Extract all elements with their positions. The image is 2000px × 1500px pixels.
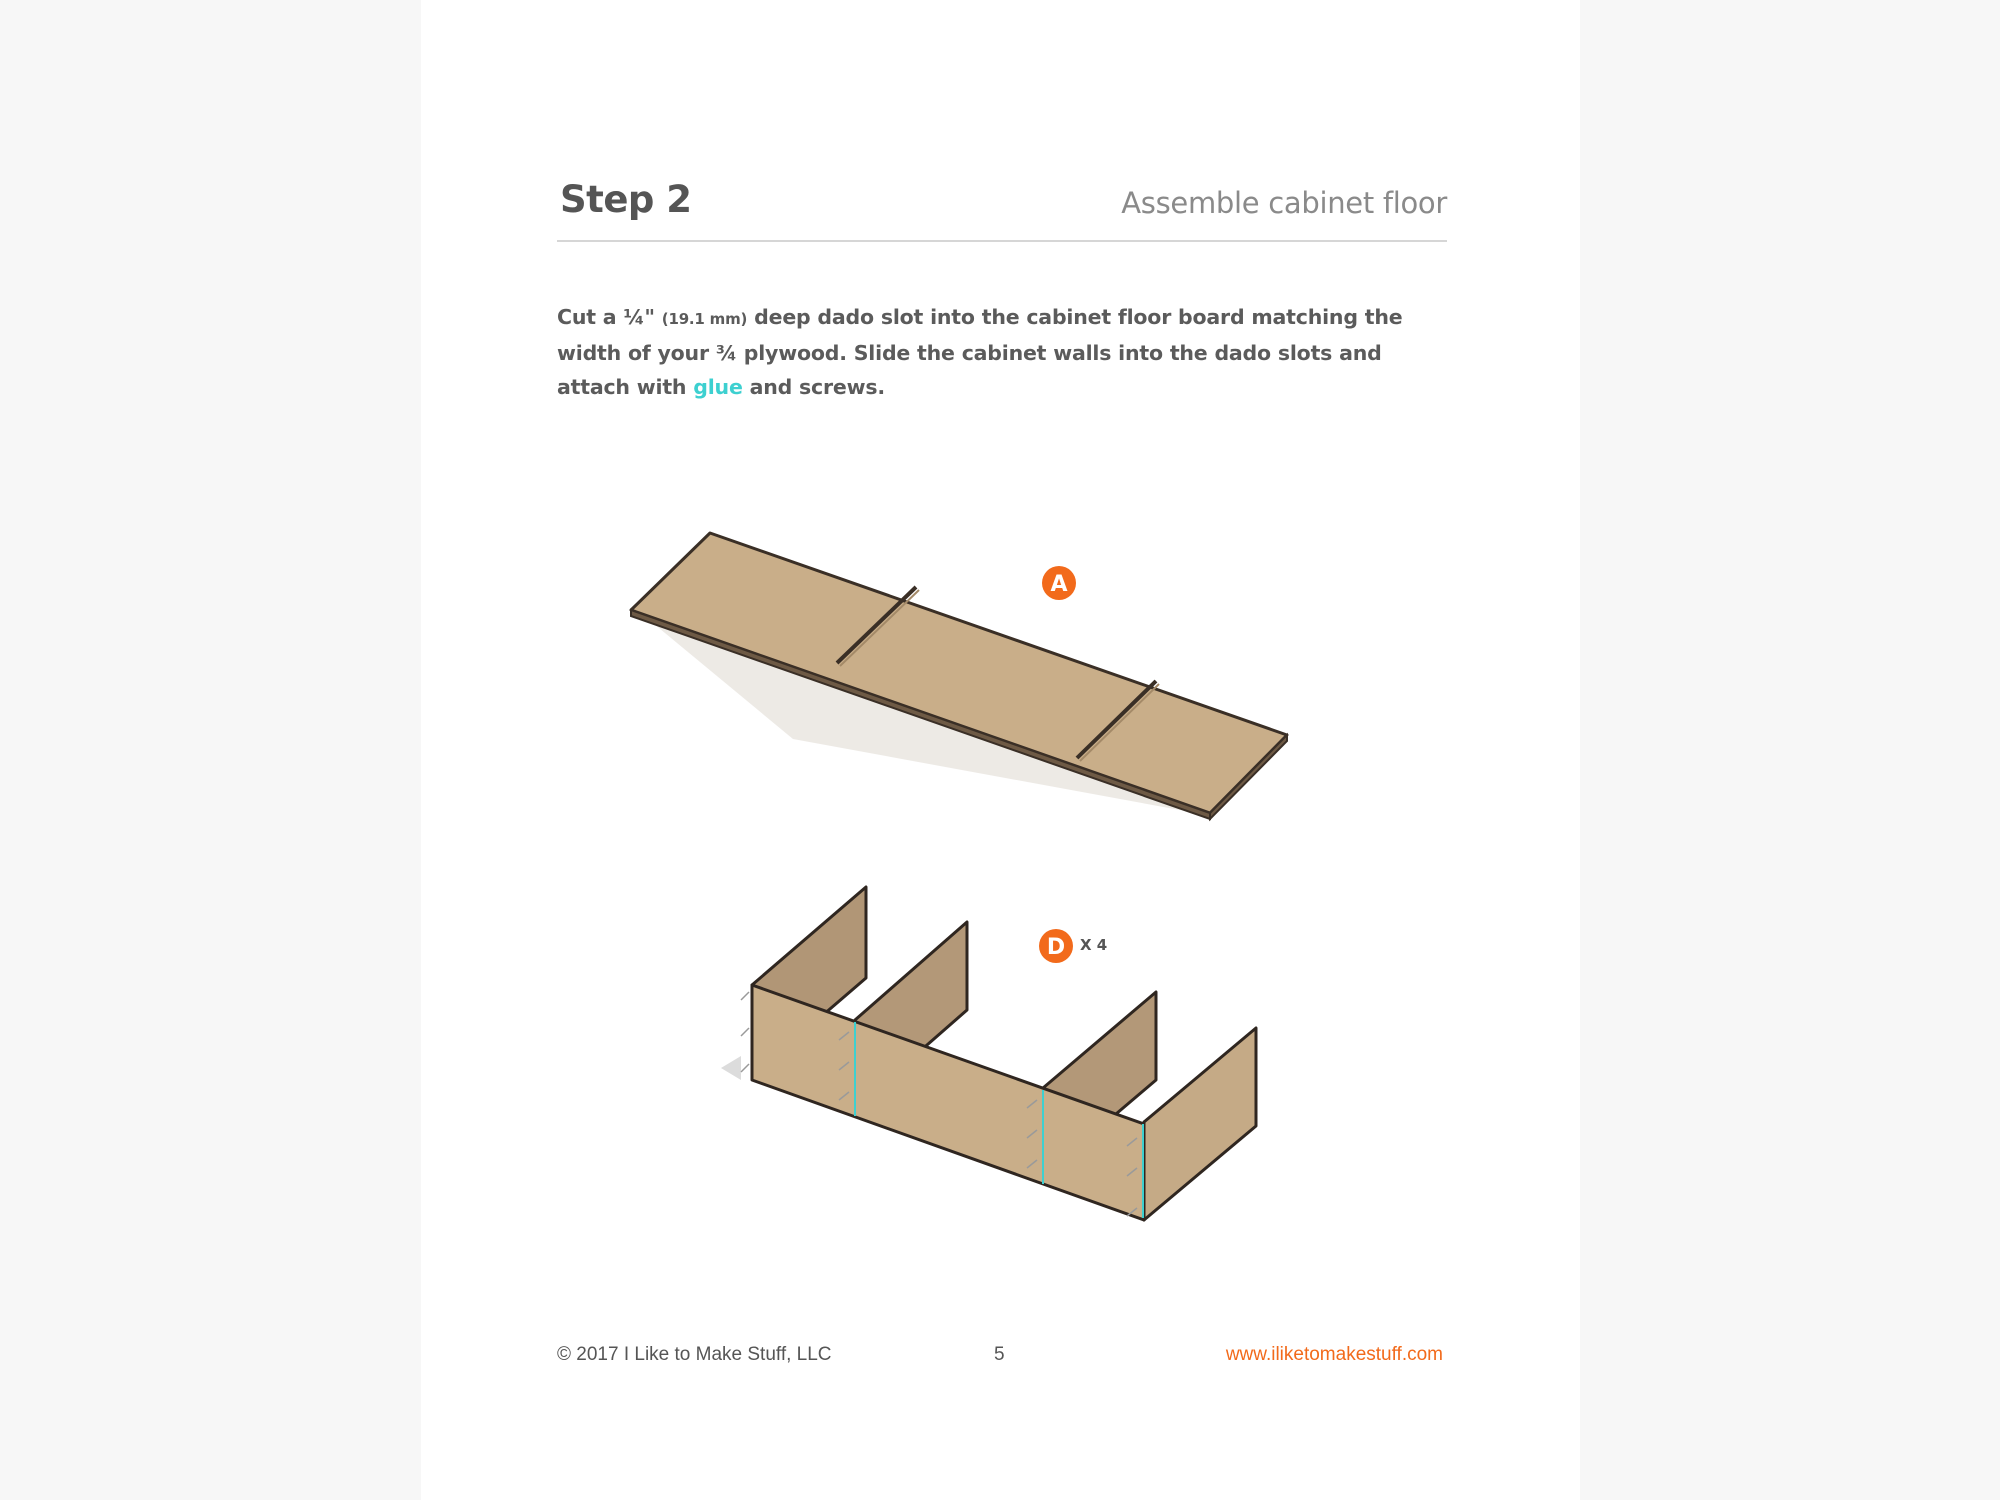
step-title: Step 2 (560, 178, 692, 221)
instructions-text-2: deep dado slot into the cabinet floor board matching the width of your ¾ plywood. Slide the cabinet walls into the dado slots and attach with (557, 305, 1403, 399)
document-page (421, 0, 1580, 1500)
assembly-diagram (421, 0, 1580, 1500)
part-d-quantity: X 4 (1080, 936, 1108, 954)
part-d-label: D (1046, 935, 1066, 960)
step-subtitle: Assemble cabinet floor (1121, 186, 1447, 220)
glue-link[interactable]: glue (693, 375, 743, 399)
part-d-badge (1039, 929, 1107, 963)
instructions-text-3: and screws. (742, 375, 885, 399)
floor-board-illustration (631, 533, 1288, 819)
part-a-label: A (1050, 572, 1068, 597)
instructions-text-1: Cut a ¼" (557, 305, 662, 329)
cabinet-walls-illustration (721, 887, 1256, 1220)
instructions-metric: (19.1 mm) (661, 310, 748, 328)
footer-copyright: © 2017 I Like to Make Stuff, LLC (557, 1344, 832, 1365)
footer-page-number: 5 (994, 1344, 1005, 1365)
part-a-badge (1042, 566, 1076, 600)
footer-website-link[interactable]: www.iliketomakestuff.com (1225, 1344, 1443, 1365)
